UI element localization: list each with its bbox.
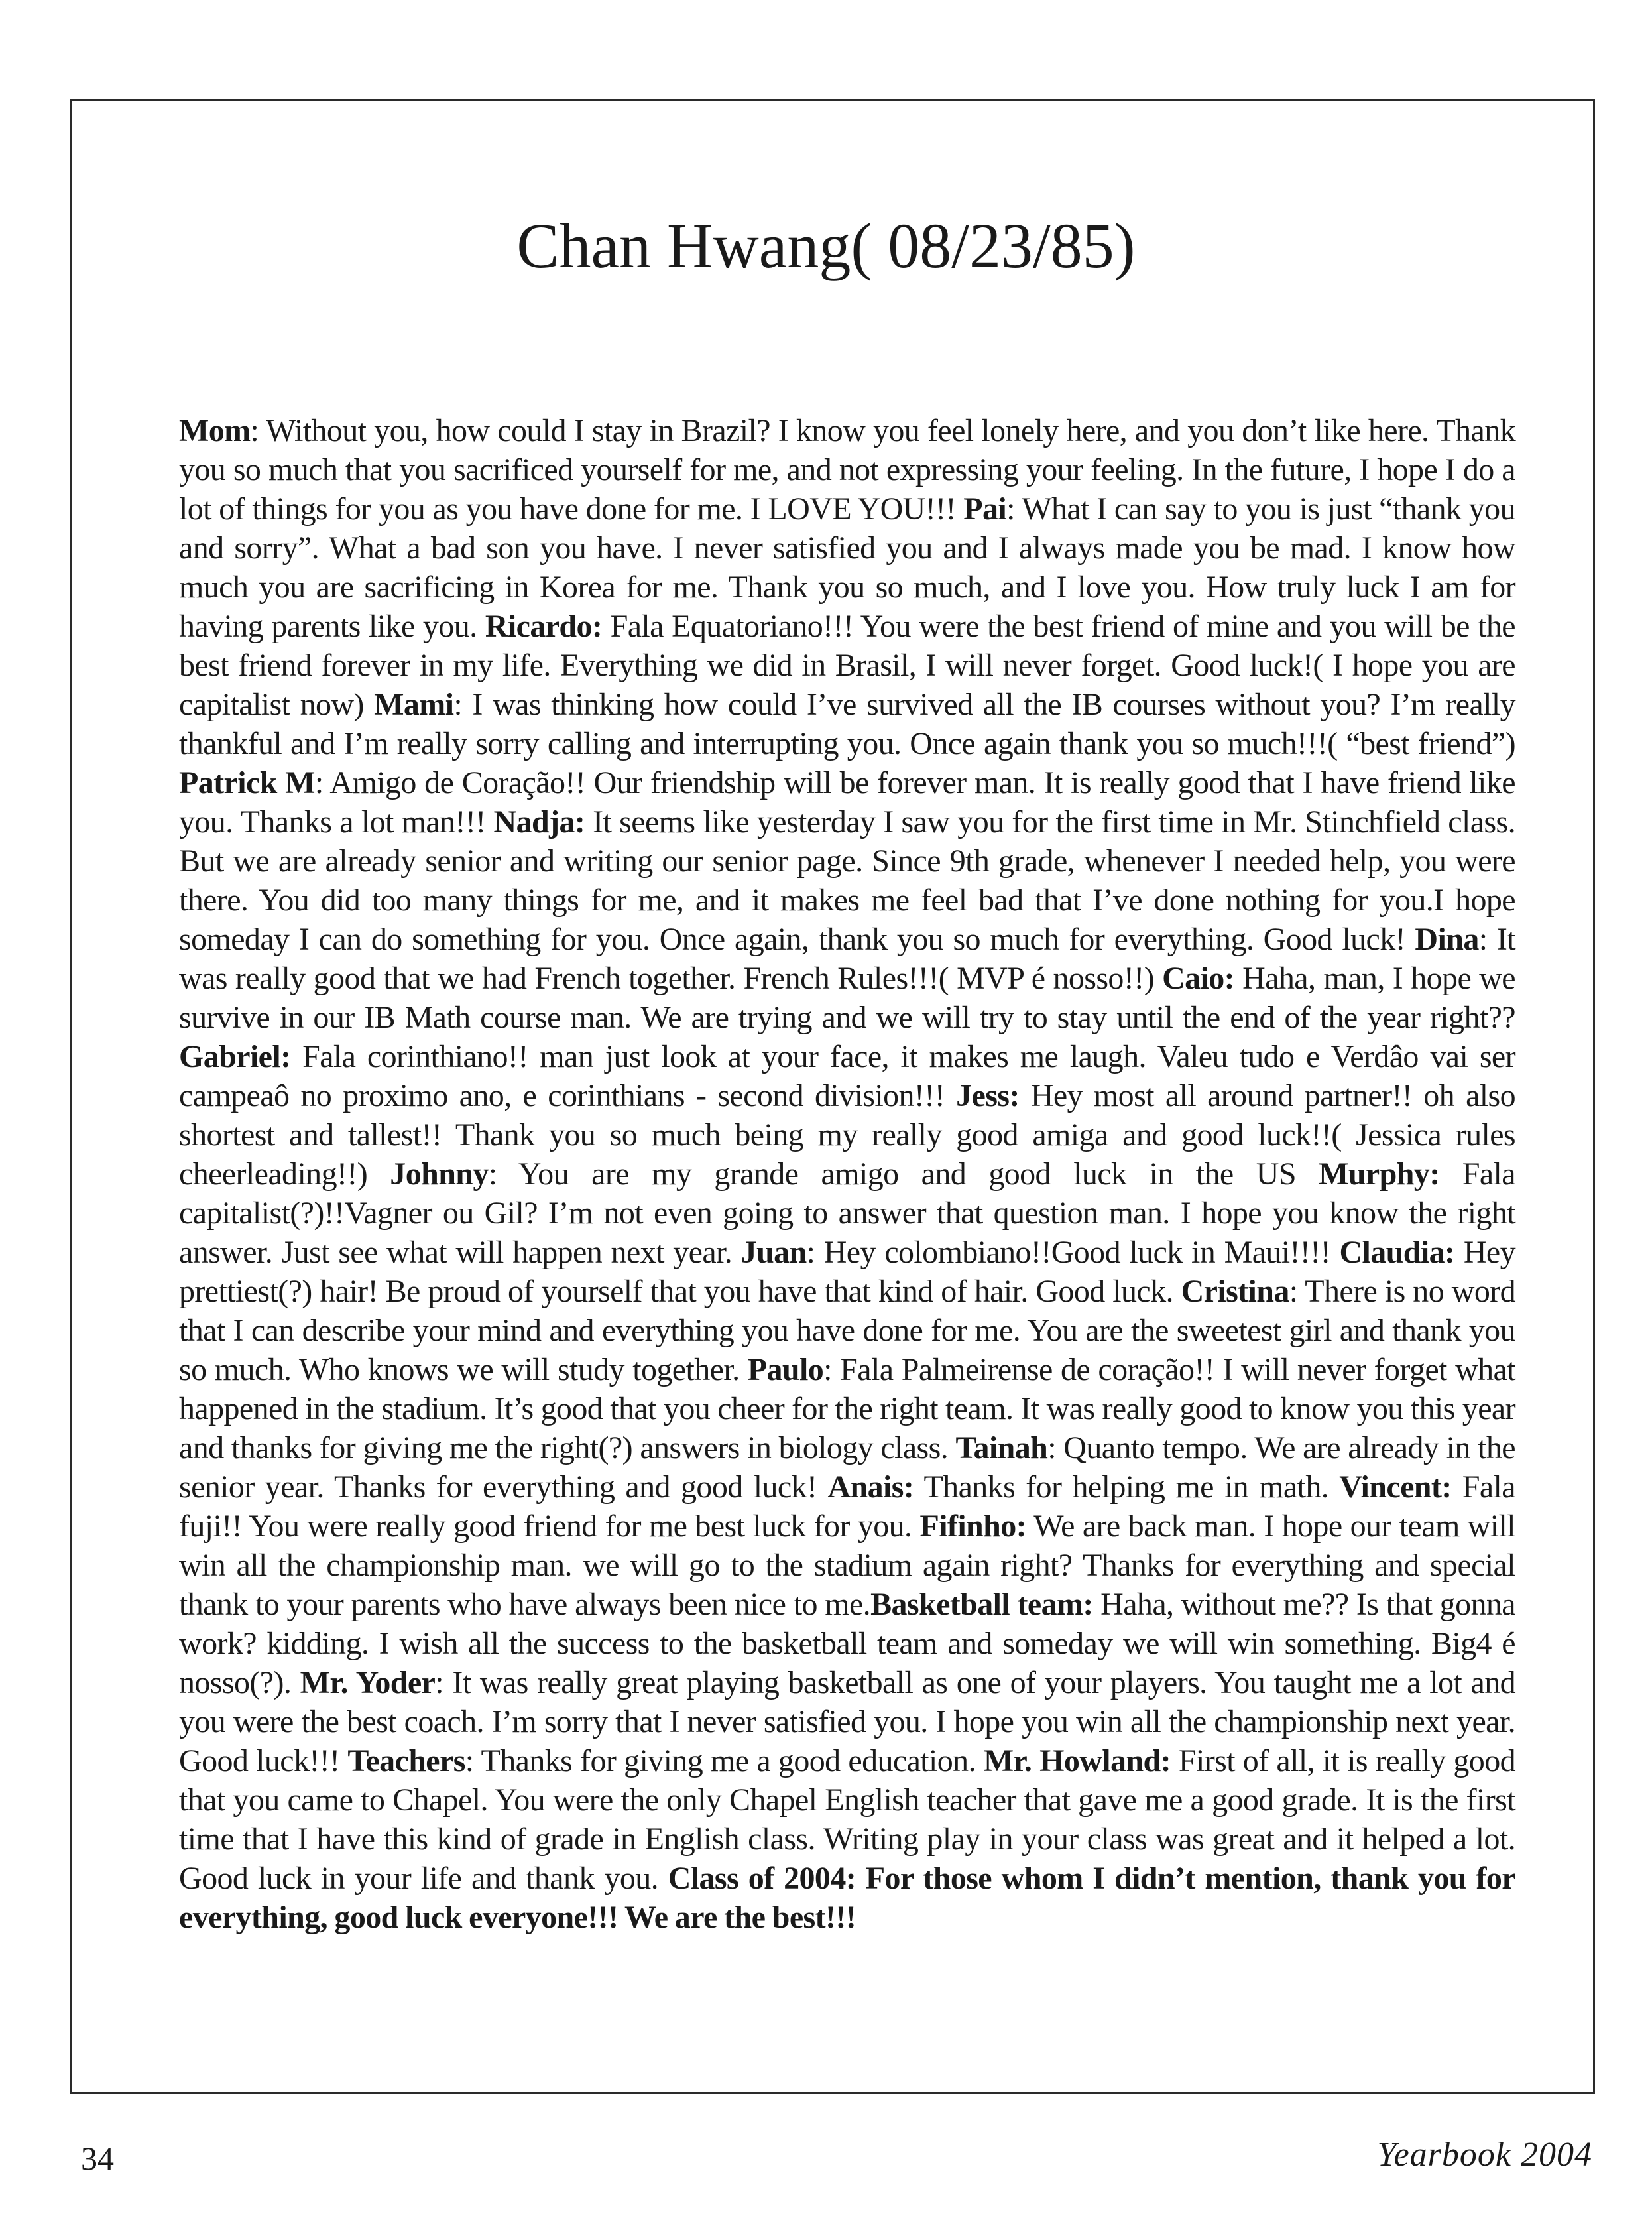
senior-message-body xyxy=(179,411,1515,1937)
message-recipient-name: Pai xyxy=(963,491,1007,527)
message-recipient-name: Anais: xyxy=(827,1469,914,1505)
message-text: : Hey colombiano!!Good luck in Maui!!!! xyxy=(806,1235,1340,1270)
message-recipient-name: Mr. Howland: xyxy=(983,1743,1171,1778)
message-recipient-name: Claudia: xyxy=(1339,1235,1455,1270)
message-text: : Fala Palmeirense de coração!! I will never forget what happened in the stadium. It’s good that you cheer for the right team. It was really good to know you this year and thanks for giving me the right(?) answers in biology class. xyxy=(179,1352,1515,1465)
message-recipient-name: Caio: xyxy=(1162,961,1235,996)
message-text: First of all, it is really good that you came to Chapel. You were the only Chapel English teacher that gave me a good grade. It is the first time that I have this kind of grade in English class. Writing play in your class was great and it helped a lot. Good luck in your life and thank you. xyxy=(179,1743,1516,1896)
message-text: It seems like yesterday I saw you for the first time in Mr. Stinchfield class. But we are already senior and writing our senior page. Since 9th grade, whenever I needed help, you were there. You did too many things for me, and it makes me feel bad that I’ve done nothing for you.I hope someday I can do something for you. Once again, thank you so much for everything. Good luck! xyxy=(179,804,1516,957)
message-text: : What I can say to you is just “thank you and sorry”. What a bad son you have. I never satisfied you and I always made you be mad. I know how much you are sacrificing in Korea for me. Thank you so much, and I love you. How truly luck I am for having parents like you. xyxy=(179,491,1515,644)
message-text: Fala capitalist(?)!!Vagner ou Gil? I’m not even going to answer that question man. I hope you know the right answer. Just see what will happen next year. xyxy=(179,1156,1515,1270)
message-text: : Thanks for giving me a good education. xyxy=(465,1743,984,1778)
message-text: Fala fuji!! You were really good friend for me best luck for you. xyxy=(179,1469,1515,1544)
message-recipient-name: Tainah xyxy=(955,1430,1048,1465)
message-text: Fala corinthiano!! man just look at your face, it makes me laugh. Valeu tudo e Verdâo vai ser campeaô no proximo ano, e corinthians - second division!!! xyxy=(179,1039,1515,1113)
message-recipient-name: Basketball team: xyxy=(870,1587,1093,1622)
message-text: Haha, man, I hope we survive in our IB Math course man. We are trying and we will try to stay until the end of the year right?? xyxy=(179,961,1515,1035)
message-text: Haha, without me?? Is that gonna work? kidding. I wish all the success to the basketball team and someday we will win something. Big4 é nosso(?). xyxy=(179,1587,1515,1700)
footer-title: Yearbook 2004 xyxy=(1377,2136,1592,2174)
page-title: Chan Hwang( 08/23/85) xyxy=(516,210,1136,281)
message-recipient-name: Johnny xyxy=(390,1156,489,1192)
message-recipient-name: Paulo xyxy=(747,1352,824,1387)
message-text: : There is no word that I can describe your mind and everything you have done for me. You are the sweetest girl and thank you so much. Who knows we will study together. xyxy=(179,1274,1516,1387)
page-number: 34 xyxy=(81,2140,114,2177)
message-recipient-name: Mr. Yoder xyxy=(300,1665,436,1700)
message-text: Hey prettiest(?) hair! Be proud of yourself that you have that kind of hair. Good luck. xyxy=(179,1235,1515,1309)
message-recipient-name: Teachers xyxy=(347,1743,465,1778)
message-recipient-name: Murphy: xyxy=(1319,1156,1440,1192)
message-recipient-name: Cristina xyxy=(1181,1274,1289,1309)
message-recipient-name: Gabriel: xyxy=(179,1039,291,1074)
message-text: : It was really good that we had French together. French Rules!!!( MVP é nosso!!) xyxy=(179,922,1515,996)
message-recipient-name: Nadja: xyxy=(493,804,585,839)
message-text: Fala Equatoriano!!! You were the best friend of mine and you will be the best friend forever in my life. Everything we did in Brasil, I will never forget. Good luck!( I hope you are capitalist now) xyxy=(179,609,1515,722)
message-recipient-name: Vincent: xyxy=(1339,1469,1452,1505)
message-text: : Without you, how could I stay in Brazil? I know you feel lonely here, and you don’t like here. Thank you so much that you sacrificed yourself for me, and not expressing your feeling. In the future, I hope I do a lot of things for you as you have done for me. I LOVE YOU!!! xyxy=(179,413,1515,527)
message-text: : I was thinking how could I’ve survived all the IB courses without you? I’m really thankful and I’m really sorry calling and interrupting you. Once again thank you so much!!!( “best friend”) xyxy=(179,687,1515,761)
message-recipient-name: Fifinho: xyxy=(919,1509,1027,1544)
message-recipient-name: Mami xyxy=(374,687,454,722)
message-text: : Amigo de Coração!! Our friendship will be forever man. It is really good that I have friend like you. Thanks a lot man!!! xyxy=(179,765,1516,839)
message-recipient-name: Jess: xyxy=(956,1078,1020,1113)
message-text: We are back man. I hope our team will win all the championship man. we will go to the stadium again right? Thanks for everything and special thank to your parents who have always been nice to me. xyxy=(179,1509,1515,1622)
message-text: Hey most all around partner!! oh also shortest and tallest!! Thank you so much being my really good amiga and good luck!!( Jessica rules cheerleading!!) xyxy=(179,1078,1515,1192)
message-recipient-name: Juan xyxy=(740,1235,807,1270)
message-recipient-name: Mom xyxy=(179,413,251,448)
message-text: Thanks for helping me in math. xyxy=(914,1469,1340,1505)
message-recipient-name: Patrick M xyxy=(179,765,315,800)
message-recipient-name: Ricardo: xyxy=(485,609,603,644)
message-text: : It was really great playing basketball as one of your players. You taught me a lot and you were the best coach. I’m sorry that I never satisfied you. I hope you win all the championship next year. Good luck!!! xyxy=(179,1665,1516,1778)
message-recipient-name: Dina xyxy=(1415,922,1479,957)
message-text: : Quanto tempo. We are already in the senior year. Thanks for everything and good luck! xyxy=(179,1430,1515,1505)
message-recipient-name: Class of 2004: For those whom I didn’t mention, thank you for everything, good luck everyone!!! We are the best!!! xyxy=(179,1861,1515,1935)
message-text: : You are my grande amigo and good luck in the US xyxy=(488,1156,1319,1192)
